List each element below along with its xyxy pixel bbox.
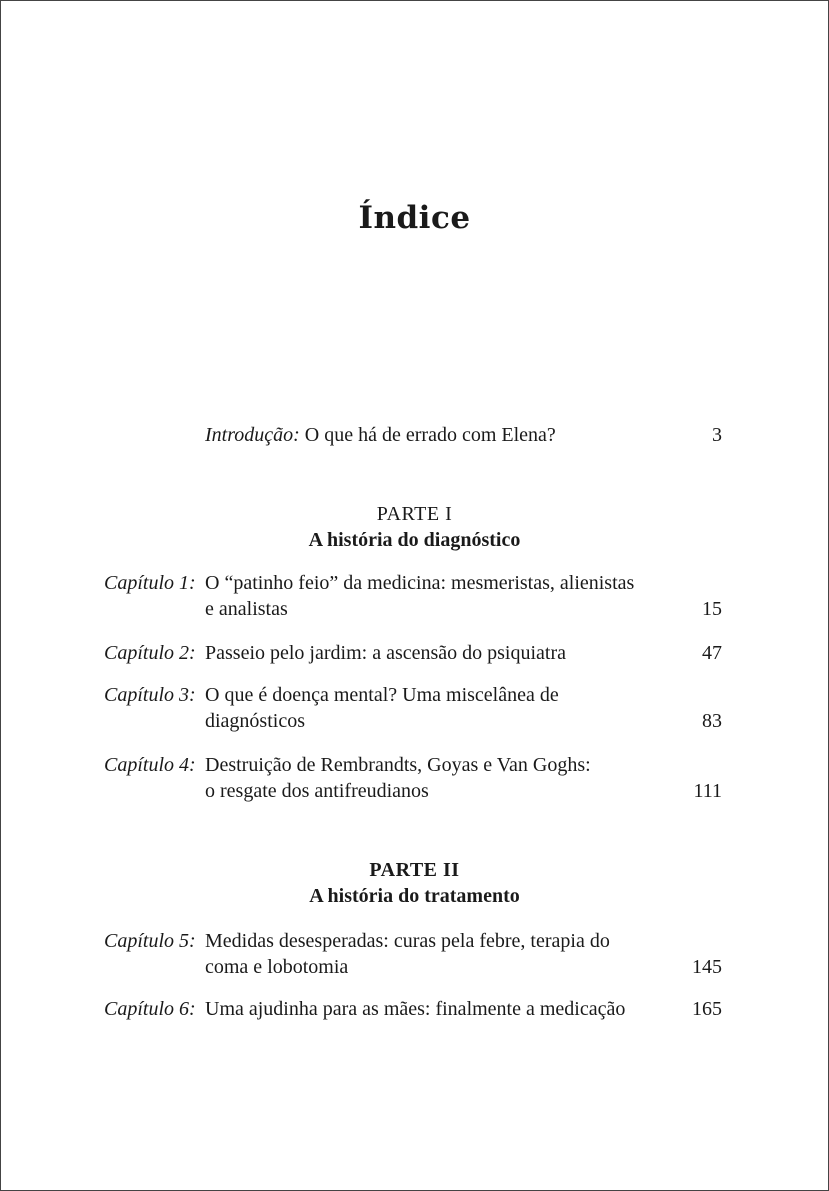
chapter-3-title-line-2: diagnósticos [205, 710, 305, 732]
part-2-name: A história do tratamento [309, 885, 520, 907]
part-2-number: PARTE II [369, 859, 460, 881]
chapter-6-title [205, 996, 675, 1022]
chapter-6-label: Capítulo 6: [104, 998, 196, 1020]
toc-entry-introduction[interactable] [205, 422, 722, 448]
part-1-number: PARTE I [376, 503, 453, 525]
chapter-4-title-line-2: o resgate dos antifreudianos [205, 780, 429, 802]
chapter-4-title-line-1: Destruição de Rembrandts, Goyas e Van Goghs: [205, 754, 591, 776]
introduction-text: O que há de errado com Elena? [304, 424, 556, 446]
chapter-4-title [205, 752, 675, 804]
chapter-5-page-number: 145 [692, 956, 722, 978]
chapter-6-title-line-1: Uma ajudinha para as mães: finalmente a medicação [205, 998, 626, 1020]
part-1-name: A história do diagnóstico [308, 529, 521, 551]
chapter-1-title [205, 570, 675, 622]
chapter-4-page-number: 111 [693, 780, 722, 802]
chapter-3-title [205, 682, 675, 734]
chapter-3-label: Capítulo 3: [104, 684, 196, 706]
chapter-5-label: Capítulo 5: [104, 930, 196, 952]
chapter-2-page-number: 47 [702, 642, 722, 664]
chapter-5-title [205, 928, 675, 980]
chapter-2-title [205, 640, 675, 666]
chapter-1-title-line-2: e analistas [205, 598, 288, 620]
introduction-page-number: 3 [712, 424, 722, 446]
introduction-label: Introdução: [205, 424, 300, 446]
chapter-4-label: Capítulo 4: [104, 754, 196, 776]
chapter-1-page-number: 15 [702, 598, 722, 620]
chapter-1-label: Capítulo 1: [104, 572, 196, 594]
chapter-2-title-line-1: Passeio pelo jardim: a ascensão do psiquiatra [205, 642, 567, 664]
chapter-3-page-number: 83 [702, 710, 722, 732]
page-title: Índice [358, 200, 471, 236]
chapter-6-page-number: 165 [692, 998, 722, 1020]
chapter-5-title-line-2: coma e lobotomia [205, 956, 349, 978]
part-1-heading [0, 501, 829, 553]
chapter-5-title-line-1: Medidas desesperadas: curas pela febre, terapia do [205, 930, 610, 952]
chapter-1-title-line-1: O “patinho feio” da medicina: mesmeristas, alienistas [205, 572, 635, 594]
chapter-3-title-line-1: O que é doença mental? Uma miscelânea de [205, 684, 559, 706]
part-2-heading [0, 857, 829, 909]
chapter-2-label: Capítulo 2: [104, 642, 196, 664]
